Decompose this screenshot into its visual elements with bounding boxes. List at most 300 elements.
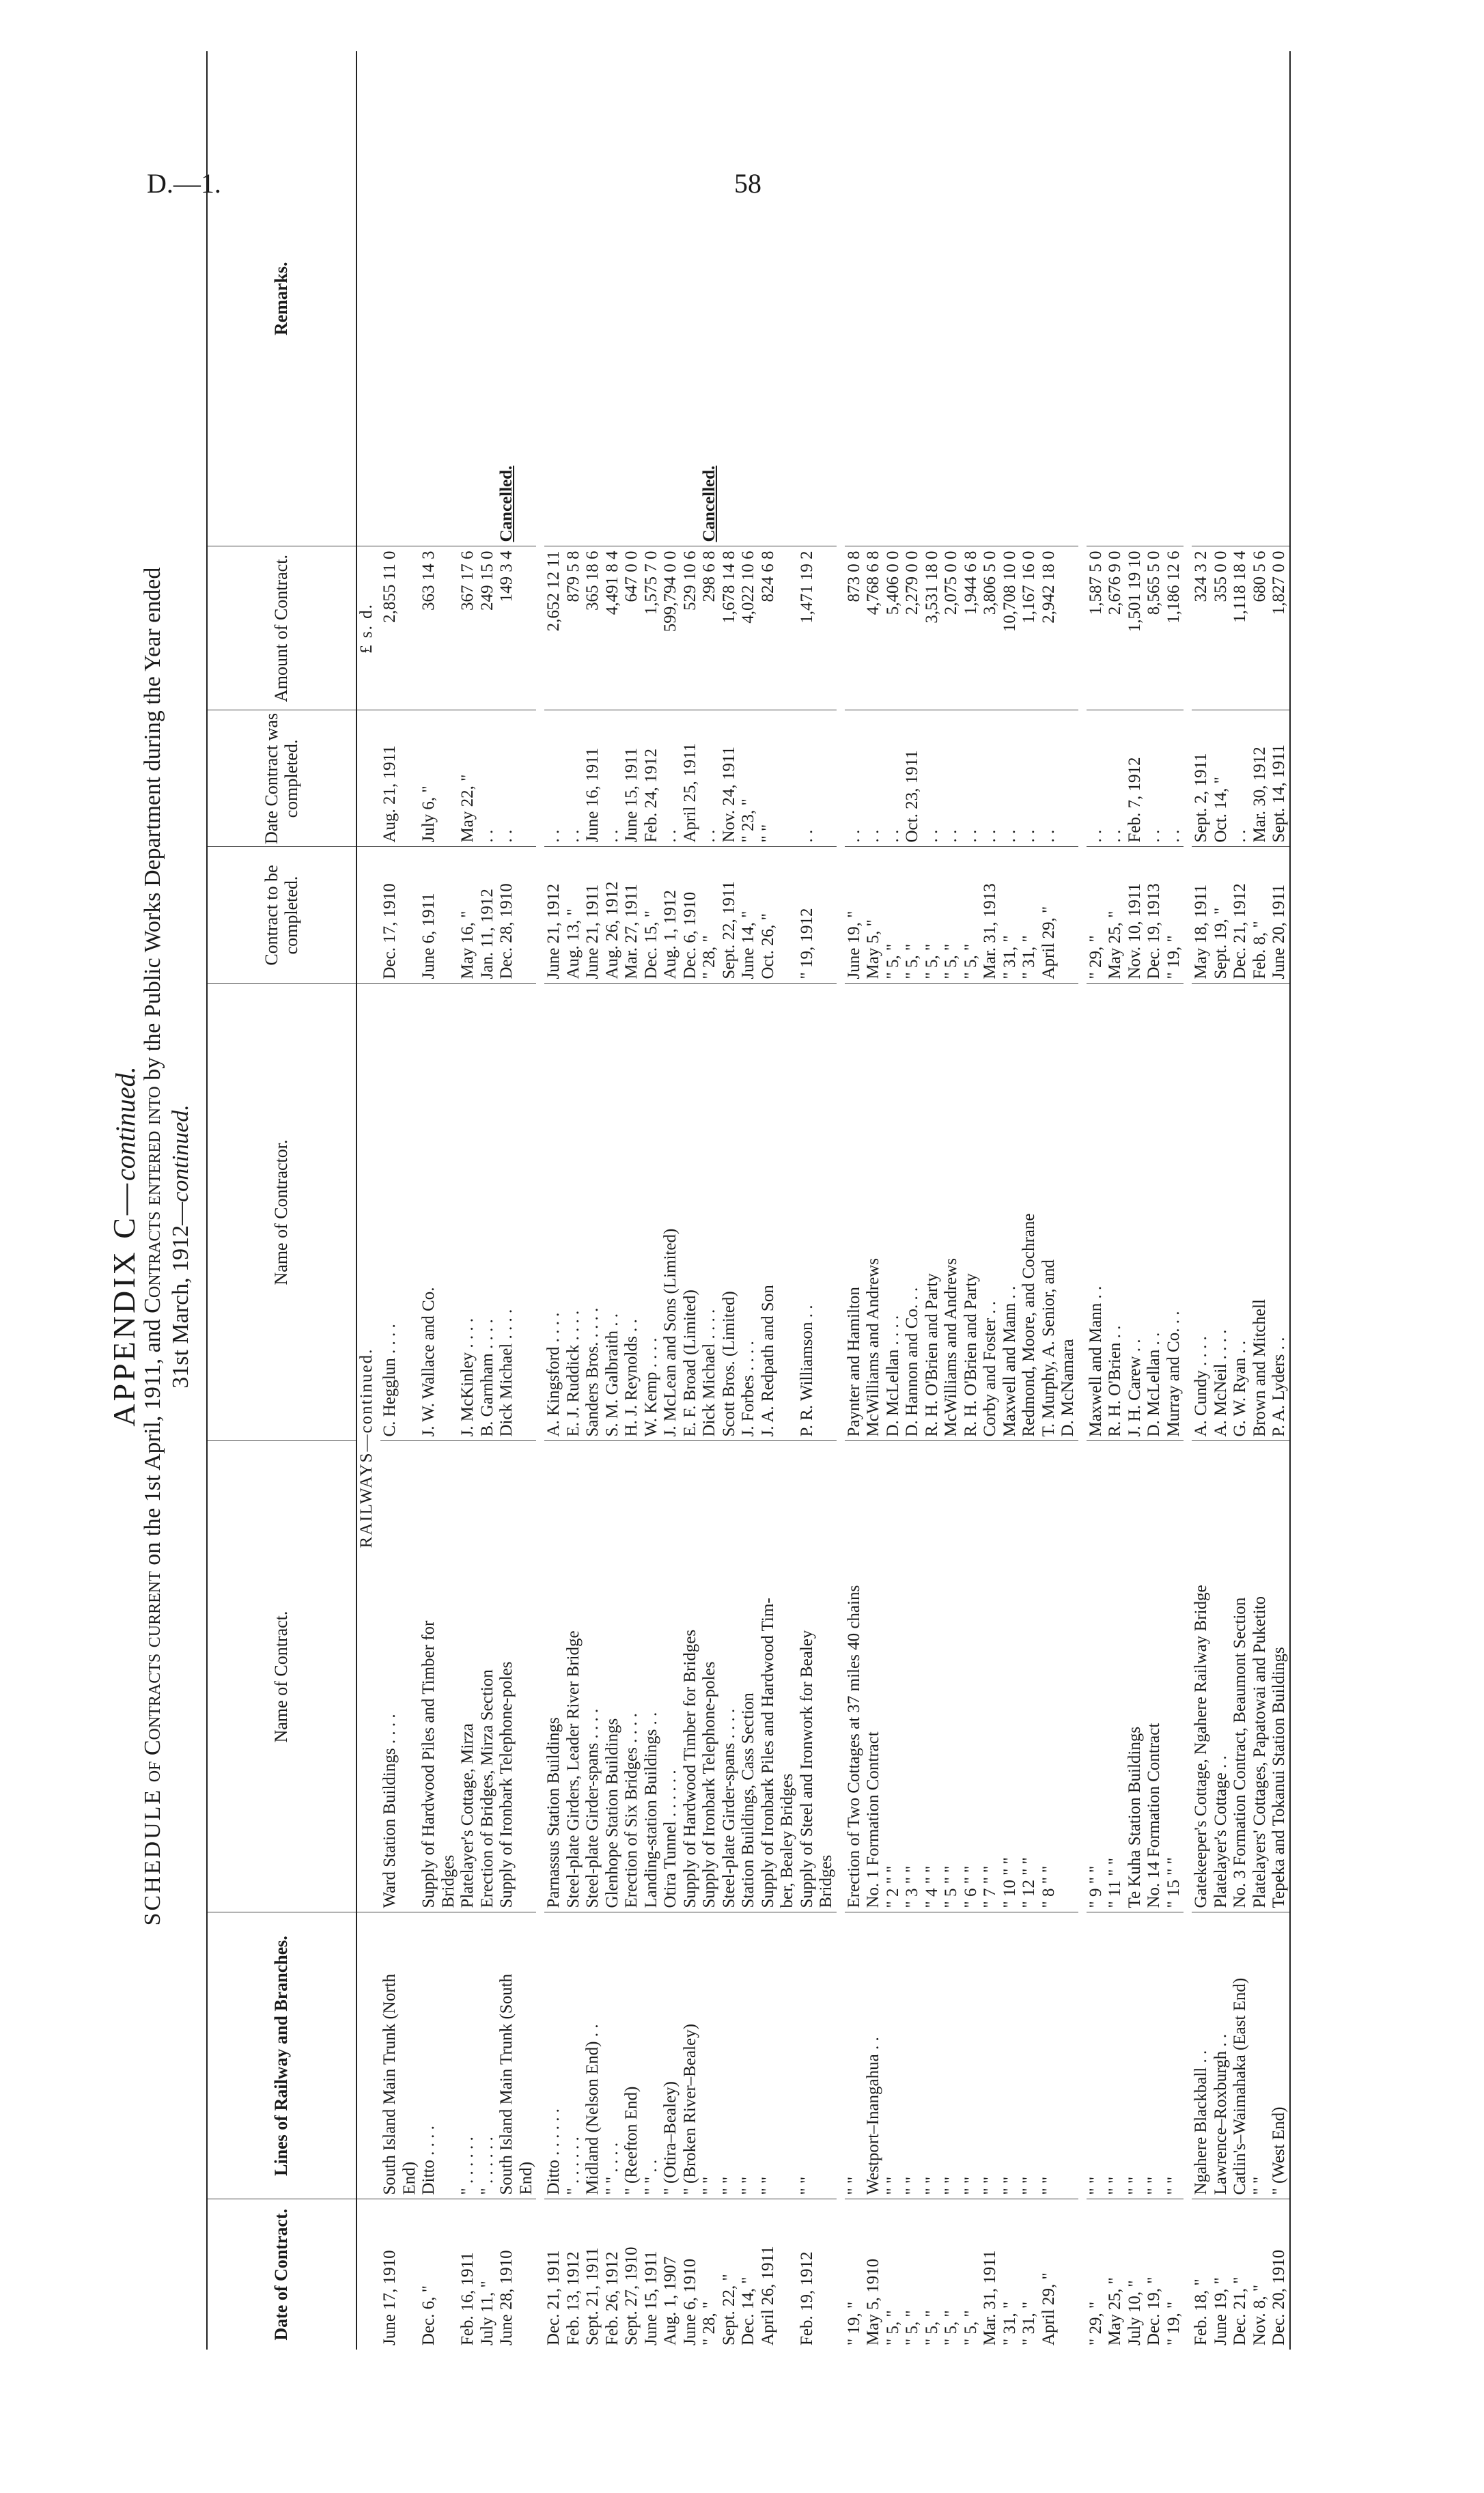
cell-line: " . . . . . .	[458, 1912, 478, 2199]
cell-line: " "	[1039, 1912, 1059, 2199]
cell-remarks	[1106, 51, 1125, 546]
cell-contract: Erection of Two Cottages at 37 miles 40 chains	[845, 1441, 865, 1912]
cell-amount: 249 15 0	[478, 546, 498, 710]
cell-line: " "	[1125, 1912, 1145, 2199]
cell-contract	[1059, 1441, 1078, 1912]
amount-units: £ s. d.	[356, 546, 380, 710]
cell-completed	[817, 710, 837, 847]
cell-contractor: D. Hannon and Co. . .	[903, 984, 923, 1441]
cell-completed: . .	[1145, 710, 1164, 847]
cell-contract	[400, 1441, 420, 1912]
cell-date	[778, 2199, 798, 2350]
cell-to-complete: " 19, 1912	[798, 847, 817, 984]
cell-contractor: Redmond, Moore, and Cochrane	[1020, 984, 1039, 1441]
cell-date: April 26, 1911	[758, 2246, 777, 2345]
cell-remarks	[759, 51, 779, 546]
cell-amount: 4,768 6 8	[864, 546, 884, 710]
cell-contractor: D. McNamara	[1059, 984, 1078, 1441]
cell-date: Sept. 22, "	[719, 2274, 738, 2345]
cell-date: Dec. 20, 1910	[1270, 2249, 1288, 2345]
cell-date	[400, 2199, 420, 2350]
spacer-row	[1184, 51, 1192, 2350]
cell-amount	[517, 546, 537, 710]
table-row	[1125, 51, 1145, 2350]
cell-to-complete: June 19, "	[845, 847, 865, 984]
cell-to-complete	[439, 847, 459, 984]
cell-to-complete: Aug. 13, "	[564, 847, 584, 984]
cell-line: " "	[1145, 1912, 1164, 2199]
section-label: RAILWAYS—continued.	[356, 984, 380, 1912]
cell-line: " . . . . . .	[564, 1912, 584, 2199]
cell-date	[1059, 2199, 1078, 2350]
cell-line: " "	[1164, 1912, 1184, 2199]
cell-date: Dec. 21, "	[1231, 2276, 1249, 2345]
cell-line: " " . .	[642, 1912, 662, 2199]
cell-amount: 1,118 18 4	[1231, 546, 1250, 710]
table-row	[1020, 51, 1039, 2350]
cell-date: July 11, "	[477, 2281, 496, 2345]
cell-contract: Platelayers' Cottages, Papatowai and Puketito	[1250, 1441, 1270, 1912]
col-header-to-complete: Contract to be completed.	[207, 847, 356, 984]
cell-remarks	[517, 51, 537, 546]
col-header-date: Date of Contract.	[207, 2199, 356, 2350]
cell-contractor: J. A. Redpath and Son	[759, 984, 779, 1441]
cell-to-complete: Mar. 27, 1911	[622, 847, 642, 984]
table-row	[1192, 51, 1212, 2350]
cell-date: " 31, "	[1020, 2301, 1038, 2345]
table-row	[1039, 51, 1059, 2350]
cell-remarks	[962, 51, 981, 546]
cell-completed: June 15, 1911	[622, 710, 642, 847]
table-row	[1231, 51, 1250, 2350]
table-row	[1106, 51, 1125, 2350]
cell-date: " 5, "	[922, 2310, 941, 2345]
cell-remarks	[458, 51, 478, 546]
cell-completed: " 23, "	[739, 710, 759, 847]
cell-completed: May 22, "	[458, 710, 478, 847]
cell-completed: . .	[478, 710, 498, 847]
cell-to-complete: June 20, 1911	[1270, 847, 1290, 984]
table-header-row	[207, 51, 356, 2350]
cell-contract: Supply of Ironbark Telephone-poles	[700, 1441, 720, 1912]
cell-remarks	[1270, 51, 1290, 546]
cell-remarks	[817, 51, 837, 546]
cell-completed	[517, 710, 537, 847]
cell-date: Feb. 16, 1911	[458, 2252, 477, 2345]
cell-contractor: Brown and Mitchell	[1250, 984, 1270, 1441]
table-row	[798, 51, 817, 2350]
schedule-title-line1	[140, 0, 166, 2493]
cell-to-complete: Mar. 31, 1913	[981, 847, 1000, 984]
cell-contract: " 11 " "	[1106, 1441, 1125, 1912]
table-row	[583, 51, 603, 2350]
cell-contractor	[517, 984, 537, 1441]
table-row	[544, 51, 564, 2350]
cell-completed: . .	[700, 710, 720, 847]
cell-line	[439, 1912, 459, 2199]
cell-amount: 4,491 8 4	[603, 546, 623, 710]
cell-contract: " 4 " "	[923, 1441, 942, 1912]
schedule-title-date: 31st March, 1912—	[168, 1201, 193, 1389]
cell-line: " (Otira–Bealey)	[661, 1912, 681, 2199]
cell-contract: Steel-plate Girders, Leader River Bridge	[564, 1441, 584, 1912]
cell-remarks	[544, 51, 564, 546]
cell-remarks	[380, 51, 400, 546]
cell-amount: 2,855 11 0	[380, 546, 400, 710]
cell-date: June 6, 1910	[680, 2258, 699, 2345]
cell-contract: " 2 " "	[884, 1441, 904, 1912]
cell-to-complete: Oct. 26, "	[759, 847, 779, 984]
cell-contractor: G. W. Ryan . .	[1231, 984, 1250, 1441]
cell-remarks	[661, 51, 681, 546]
cell-remarks: Cancelled.	[497, 51, 517, 546]
section-row	[356, 51, 380, 2350]
table-row	[400, 51, 420, 2350]
cell-date: " 5, "	[942, 2310, 960, 2345]
cell-line: " "	[884, 1912, 904, 2199]
spacer-row	[536, 51, 544, 2350]
cell-remarks	[1164, 51, 1184, 546]
cell-remarks	[622, 51, 642, 546]
cell-date: " 5, "	[961, 2310, 980, 2345]
cell-completed: . .	[564, 710, 584, 847]
cell-contract: " 7 " "	[981, 1441, 1000, 1912]
cell-remarks	[903, 51, 923, 546]
cell-completed: . .	[923, 710, 942, 847]
cell-date: " 31, "	[1000, 2301, 1019, 2345]
cell-line	[778, 1912, 798, 2199]
cell-date: June 19, "	[1211, 2277, 1230, 2345]
cell-line: " "	[720, 1912, 740, 2199]
cell-date: " 19, "	[1164, 2301, 1183, 2345]
table-row	[1145, 51, 1164, 2350]
cell-to-complete: Dec. 17, 1910	[380, 847, 400, 984]
table-row	[564, 51, 584, 2350]
cell-to-complete: Dec. 28, 1910	[497, 847, 517, 984]
cell-line: " (Reefton End)	[622, 1912, 642, 2199]
cell-remarks	[1039, 51, 1059, 546]
cell-remarks	[1231, 51, 1250, 546]
cell-amount: 599,794 0 0	[661, 546, 681, 710]
schedule-title-part-1: of Contracts current	[140, 1571, 165, 1783]
schedule-word: SCHEDULE	[140, 1787, 165, 1926]
cell-to-complete	[400, 847, 420, 984]
cell-amount: 879 5 8	[564, 546, 584, 710]
cell-contract: Bridges	[439, 1441, 459, 1912]
table-row	[1212, 51, 1231, 2350]
cell-completed: Sept. 14, 1911	[1270, 710, 1290, 847]
cell-contractor: A. Kingsford . . . .	[544, 984, 564, 1441]
cell-contract: Platelayer's Cottage . .	[1212, 1441, 1231, 1912]
cell-completed	[778, 710, 798, 847]
cell-amount: 324 3 2	[1192, 546, 1212, 710]
cell-to-complete: Dec. 15, "	[642, 847, 662, 984]
cell-line: " "	[845, 1912, 865, 2199]
cell-line: " "	[1087, 1912, 1106, 2199]
cell-remarks	[923, 51, 942, 546]
cell-completed: . .	[497, 710, 517, 847]
cell-completed: . .	[942, 710, 962, 847]
cell-to-complete: " 5, "	[884, 847, 904, 984]
cell-to-complete: " 31, "	[1020, 847, 1039, 984]
cell-remarks	[439, 51, 459, 546]
table-row	[419, 51, 439, 2350]
cell-contract: ber, Bealey Bridges	[778, 1441, 798, 1912]
cell-date: April 29, "	[1039, 2272, 1058, 2345]
cell-date: Aug. 1, 1907	[661, 2256, 680, 2345]
cell-completed: . .	[962, 710, 981, 847]
cell-contract: Supply of Hardwood Piles and Timber for	[419, 1441, 439, 1912]
cell-to-complete: Dec. 21, 1912	[1231, 847, 1250, 984]
cell-date	[517, 2199, 537, 2350]
cell-to-complete: June 14, "	[739, 847, 759, 984]
table-footer-rule	[1290, 51, 1296, 2350]
cell-remarks	[400, 51, 420, 546]
schedule-title-part-4: by the Public Works Department during the Year ended	[140, 567, 165, 1081]
cell-contractor: R. H. O'Brien . .	[1106, 984, 1125, 1441]
cell-contractor: J. McLean and Sons (Limited)	[661, 984, 681, 1441]
cell-contract: Platelayer's Cottage, Mirza	[458, 1441, 478, 1912]
cell-contract: " 6 " "	[962, 1441, 981, 1912]
cell-contractor: J. Forbes . . . .	[739, 984, 759, 1441]
cell-completed: . .	[544, 710, 564, 847]
cell-to-complete	[517, 847, 537, 984]
cell-contractor: Sanders Bros. . . . .	[583, 984, 603, 1441]
cell-amount: 1,575 7 0	[642, 546, 662, 710]
cell-to-complete	[778, 847, 798, 984]
cell-contract: Supply of Steel and Ironwork for Bealey	[798, 1441, 817, 1912]
table-row	[739, 51, 759, 2350]
col-header-completed: Date Contract was completed.	[207, 710, 356, 847]
cell-completed: July 6, "	[419, 710, 439, 847]
cell-date: " 28, "	[700, 2301, 718, 2345]
table-row	[903, 51, 923, 2350]
cell-completed: . .	[661, 710, 681, 847]
col-header-contractor: Name of Contractor.	[207, 984, 356, 1441]
table-row	[1270, 51, 1290, 2350]
cell-date	[439, 2199, 459, 2350]
cell-amount: 3,531 18 0	[923, 546, 942, 710]
table-row	[884, 51, 904, 2350]
table-row	[458, 51, 478, 2350]
cell-contract: No. 14 Formation Contract	[1145, 1441, 1164, 1912]
table-row	[864, 51, 884, 2350]
cell-date: May 5, 1910	[864, 2258, 882, 2345]
cell-line: South Island Main Trunk (South	[497, 1912, 517, 2199]
cell-contractor: S. M. Galbraith . .	[603, 984, 623, 1441]
cell-amount	[817, 546, 837, 710]
schedule-title-line2	[168, 0, 194, 2493]
cell-completed: Feb. 24, 1912	[642, 710, 662, 847]
cell-line: End)	[517, 1912, 537, 2199]
cell-contractor: D. McLellan . . . .	[884, 984, 904, 1441]
cell-contract: " 10 " "	[1000, 1441, 1020, 1912]
cell-amount: 365 18 6	[583, 546, 603, 710]
cell-amount: 1,186 12 6	[1164, 546, 1184, 710]
cell-line: " "	[942, 1912, 962, 2199]
table-row	[759, 51, 779, 2350]
cell-contract: Glenhope Station Buildings	[603, 1441, 623, 1912]
cell-completed: . .	[1039, 710, 1059, 847]
cell-date: June 17, 1910	[380, 2250, 399, 2345]
cell-remarks	[419, 51, 439, 546]
table-row	[1250, 51, 1270, 2350]
table-row	[1000, 51, 1020, 2350]
cell-completed: . .	[1164, 710, 1184, 847]
page-ref: D.—1.	[147, 168, 221, 199]
cell-completed: . .	[981, 710, 1000, 847]
cell-amount: 10,708 10 0	[1000, 546, 1020, 710]
cell-remarks	[1000, 51, 1020, 546]
cell-line: " " . . . .	[603, 1912, 623, 2199]
cell-amount: 3,806 5 0	[981, 546, 1000, 710]
cell-to-complete: Sept. 19, "	[1212, 847, 1231, 984]
cell-contract: Landing-station Buildings . .	[642, 1441, 662, 1912]
cell-date: Dec. 6, "	[419, 2285, 438, 2345]
cell-completed: Oct. 14, "	[1212, 710, 1231, 847]
cell-contract: Tepeka and Tokanui Station Buildings	[1270, 1441, 1290, 1912]
cell-remarks	[1020, 51, 1039, 546]
cell-date: Sept. 27, 1910	[622, 2246, 641, 2345]
cell-completed: . .	[864, 710, 884, 847]
cell-to-complete: Dec. 6, 1910	[681, 847, 701, 984]
cell-completed: . .	[1231, 710, 1250, 847]
table-row	[517, 51, 537, 2350]
table-row	[681, 51, 701, 2350]
cell-completed: June 16, 1911	[583, 710, 603, 847]
cell-contractor: McWilliams and Andrews	[864, 984, 884, 1441]
cell-to-complete	[817, 847, 837, 984]
cell-to-complete: Nov. 10, 1911	[1125, 847, 1145, 984]
table-row	[1087, 51, 1106, 2350]
cell-contractor: R. H. O'Brien and Party	[923, 984, 942, 1441]
col-header-contract: Name of Contract.	[207, 1441, 356, 1912]
cell-amount: 1,678 14 8	[720, 546, 740, 710]
cell-line: Lawrence–Roxburgh . .	[1212, 1912, 1231, 2199]
cell-date: " 5, "	[883, 2310, 902, 2345]
cell-to-complete: June 21, 1912	[544, 847, 564, 984]
cell-completed: . .	[1106, 710, 1125, 847]
cell-to-complete: June 6, 1911	[419, 847, 439, 984]
cell-contractor: E. J. Ruddick . . . .	[564, 984, 584, 1441]
cell-contractor: Scott Bros. (Limited)	[720, 984, 740, 1441]
cell-remarks	[1145, 51, 1164, 546]
cell-amount: 1,944 6 8	[962, 546, 981, 710]
cell-contractor: P. R. Williamson . .	[798, 984, 817, 1441]
cell-contract: " 9 " "	[1087, 1441, 1106, 1912]
cell-amount: 1,827 0 0	[1270, 546, 1290, 710]
table-row	[661, 51, 681, 2350]
cell-contractor: Paynter and Hamilton	[845, 984, 865, 1441]
cell-remarks	[681, 51, 701, 546]
cell-completed: Aug. 21, 1911	[380, 710, 400, 847]
table-row	[923, 51, 942, 2350]
cell-amount: 873 0 8	[845, 546, 865, 710]
spacer-row	[1078, 51, 1087, 2350]
table-row	[942, 51, 962, 2350]
cell-date: " 29, "	[1086, 2301, 1105, 2345]
cell-line: End)	[400, 1912, 420, 2199]
cell-contractor: Corby and Foster . .	[981, 984, 1000, 1441]
cell-line: " "	[739, 1912, 759, 2199]
cell-amount: 2,652 12 11	[544, 546, 564, 710]
cell-line: " "	[962, 1912, 981, 2199]
table-row	[981, 51, 1000, 2350]
cell-date: July 10, "	[1125, 2280, 1144, 2345]
cell-remarks: Cancelled.	[700, 51, 720, 546]
cell-contract: Erection of Six Bridges . . . .	[622, 1441, 642, 1912]
appendix-title-continued: continued.	[110, 1066, 141, 1182]
cell-contract: Station Buildings, Cass Section	[739, 1441, 759, 1912]
appendix-title-text: APPENDIX C—	[107, 1181, 141, 1427]
cell-to-complete: April 29, "	[1039, 847, 1059, 984]
cell-date: June 28, 1910	[497, 2250, 516, 2345]
cell-date: Mar. 31, 1911	[981, 2250, 999, 2345]
cell-line: " "	[759, 1912, 779, 2199]
cell-contractor: P. A. Lyders . .	[1270, 984, 1290, 1441]
cell-remarks	[720, 51, 740, 546]
cell-contractor: McWilliams and Andrews	[942, 984, 962, 1441]
cell-to-complete: May 5, "	[864, 847, 884, 984]
cell-completed: April 25, 1911	[681, 710, 701, 847]
table-row	[962, 51, 981, 2350]
cell-line: Midland (Nelson End) . .	[583, 1912, 603, 2199]
cell-contract: Supply of Ironbark Telephone-poles	[497, 1441, 517, 1912]
cell-line: Westport–Inangahua . .	[864, 1912, 884, 2199]
schedule-title-continued: continued.	[168, 1104, 193, 1202]
cell-contract: Gatekeeper's Cottage, Ngahere Railway Bridge	[1192, 1441, 1212, 1912]
cell-contract: " 5 " "	[942, 1441, 962, 1912]
table-row	[603, 51, 623, 2350]
cell-completed: . .	[1000, 710, 1020, 847]
cell-completed: Feb. 7, 1912	[1125, 710, 1145, 847]
cell-remarks	[884, 51, 904, 546]
cell-amount: 1,471 19 2	[798, 546, 817, 710]
cell-line: " (West End)	[1270, 1912, 1290, 2199]
table-row	[1059, 51, 1078, 2350]
cell-line: South Island Main Trunk (North	[380, 1912, 400, 2199]
cell-line: " "	[700, 1912, 720, 2199]
cell-to-complete: " 31, "	[1000, 847, 1020, 984]
cell-line: " "	[1106, 1912, 1125, 2199]
cell-amount	[439, 546, 459, 710]
contracts-table	[206, 51, 1296, 2350]
cell-completed: . .	[1020, 710, 1039, 847]
appendix-title	[106, 0, 142, 2493]
col-header-remarks: Remarks.	[207, 51, 356, 546]
cell-to-complete: May 18, 1911	[1192, 847, 1212, 984]
cell-date	[817, 2199, 837, 2350]
table-row	[700, 51, 720, 2350]
cell-line: " "	[923, 1912, 942, 2199]
cell-contractor: Maxwell and Mann . .	[1087, 984, 1106, 1441]
cell-to-complete: Dec. 19, 1913	[1145, 847, 1164, 984]
cell-amount: 363 14 3	[419, 546, 439, 710]
cell-date: May 25, "	[1106, 2277, 1124, 2345]
cell-to-complete: Aug. 26, 1912	[603, 847, 623, 984]
cell-remarks	[864, 51, 884, 546]
cell-contract: " 8 " "	[1039, 1441, 1059, 1912]
cell-amount: 8,565 5 0	[1145, 546, 1164, 710]
cell-amount: 2,279 0 0	[903, 546, 923, 710]
cell-completed: . .	[884, 710, 904, 847]
cell-remarks	[1125, 51, 1145, 546]
cell-amount: 2,942 18 0	[1039, 546, 1059, 710]
cell-line: Ngahere Blackball . .	[1192, 1912, 1212, 2199]
cell-completed: " "	[759, 710, 779, 847]
table-row	[642, 51, 662, 2350]
col-header-amount: Amount of Contract.	[207, 546, 356, 710]
